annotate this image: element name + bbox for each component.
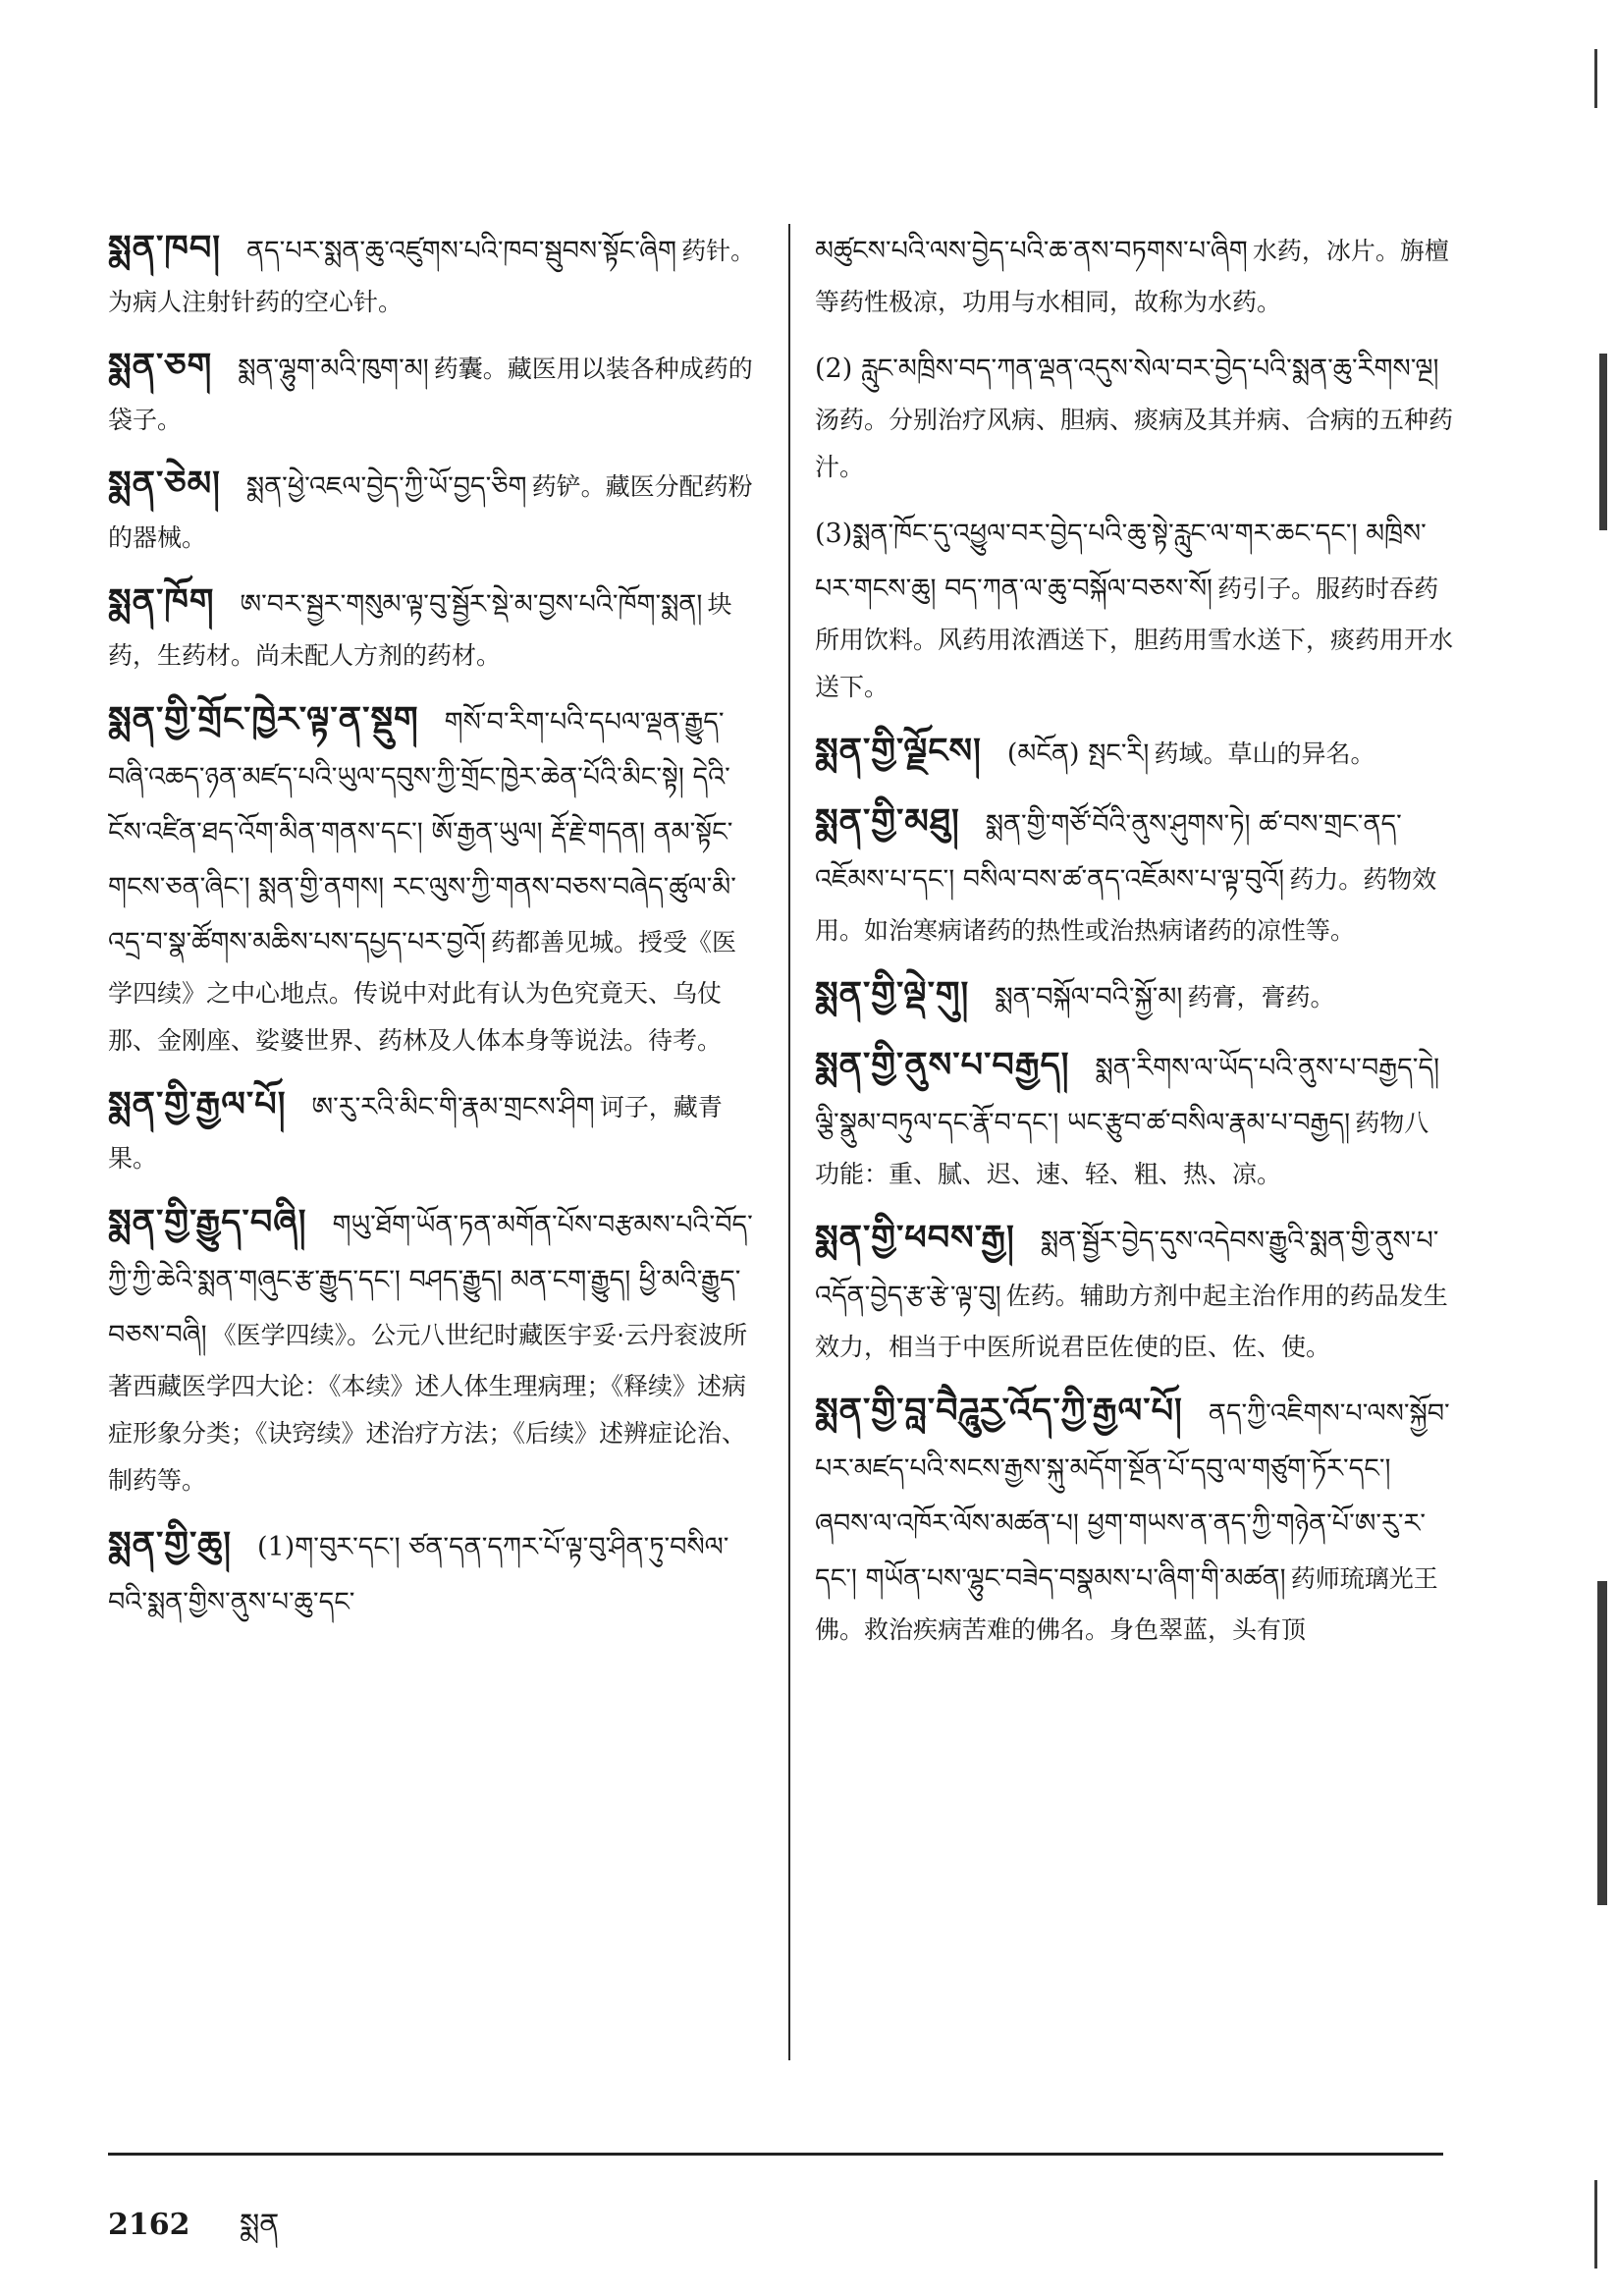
chinese-definition: 药铲。藏医分配药粉的器械。 [108, 472, 753, 552]
tibetan-definition: ཨ་བར་སྦྱར་གསུམ་ལྟ་བུ་སྦྱོར་སྡེ་མ་བྱས་པའི་ཁོག་སྨན། [240, 589, 703, 620]
tibetan-definition: ཨ་རུ་རའི་མིང་གི་རྣམ་གྲངས་ཤིག [311, 1092, 595, 1122]
entry-headword: སྨན་གྱི་ལྗོངས། [815, 731, 982, 771]
page-number: 2162 [108, 2208, 190, 2242]
chinese-definition: 药力。药物效用。如治寒病诸药的热性或治热病诸药的凉性等。 [815, 865, 1437, 945]
entry-headword: སྨན་ཅེམ། [108, 464, 221, 504]
tibetan-definition: (2) རླུང་མཁྲིས་བད་ཀན་ལྡན་འདུས་སེལ་བར་བྱེད་པའི་སྨན་ཆུ་རིགས་ལྔ། [815, 354, 1439, 384]
tibetan-definition: (1)ག་བུར་དང་། ཙན་དན་དཀར་པོ་ལྟ་བུ་ཤིན་ཏུ་བསིལ་བའི་སྨན་གྱིས་ནུས་པ་ཆུ་དང་ [108, 1532, 729, 1617]
entry-headword: སྨན་གྱི་ནུས་པ་བརྒྱད། [815, 1045, 1070, 1085]
dictionary-entry [108, 1198, 756, 1504]
dictionary-entry [815, 727, 1453, 782]
dictionary-entry [108, 224, 756, 326]
chinese-definition: 药域。草山的异名。 [1154, 739, 1375, 768]
entry-continuation [815, 507, 1453, 711]
scan-edge-mark [1599, 354, 1607, 530]
tibetan-definition: (མངོན) སྤང་རི། [1006, 738, 1150, 769]
chinese-definition: 药膏，膏药。 [1187, 983, 1335, 1011]
tibetan-definition: སྨན་ཕྱེ་འཇལ་བྱེད་ཀྱི་ཡོ་བྱད་ཅིག [245, 471, 527, 502]
dictionary-entry [108, 695, 756, 1065]
tibetan-definition: སྨན་བསྐོལ་བའི་སྐྱོ་མ། [995, 982, 1183, 1012]
dictionary-entry [815, 797, 1453, 955]
dictionary-entry [108, 342, 756, 444]
chinese-definition: 块药，生药材。尚未配人方剂的药材。 [108, 590, 732, 670]
entry-headword: སྨན་གྱི་ཆུ། [108, 1524, 233, 1564]
tibetan-definition: སྨན་ལྷུག་མའི་ཁུག་མ། [238, 354, 429, 384]
chinese-definition: 水药，冰片。旃檀等药性极凉，功用与水相同，故称为水药。 [815, 237, 1449, 316]
tibetan-definition: གཡུ་ཐོག་ཡོན་ཏན་མགོན་པོས་བརྩམས་པའི་བོད་ཀྱི་ཀྱི་ཆེའི་སྨན་གཞུང་རྩ་རྒྱུད་དང་། བཤད་རྒྱུད། མན་ངག་རྒྱུད། ཕྱི་མའི་རྒྱུད་བཅས་བཞི། [108, 1210, 753, 1350]
chinese-definition: 药物八功能：重、腻、迟、速、轻、粗、热、凉。 [815, 1109, 1429, 1188]
dictionary-entry [108, 460, 756, 562]
chinese-definition: 药针。为病人注射针药的空心针。 [108, 237, 756, 316]
chinese-definition: 《医学四续》。公元八世纪时藏医宇妥·云丹衮波所著西藏医学四大论：《本续》述人体生理病理；《释续》述病症形象分类；《诀窍续》述治疗方法；《后续》述辨症论治、制药等。 [108, 1321, 748, 1495]
tibetan-definition: སྨན་གྱི་གཙོ་བོའི་ནུས་ཤུགས་ཏེ། ཚ་བས་གྲང་ནད་འཇོམས་པ་དང་། བསིལ་བས་ཚ་ནད་འཇོམས་པ་ལྟ་བུའོ། [815, 809, 1402, 895]
dictionary-entry [108, 1080, 756, 1182]
entry-headword: སྨན་ཁབ། [108, 228, 222, 268]
tibetan-definition: ནད་ཀྱི་འཇིགས་པ་ལས་སྐྱོབ་པར་མཛད་པའི་སངས་རྒྱས་སྐུ་མདོག་སྔོན་པོ་དབུ་ལ་གཙུག་ཏོར་དང་། ཞབས་ལ་འཁོར་ལོས་མཚན་པ། ཕྱག་གཡས་ན་ནད་ཀྱི་གཉེན་པོ་ཨ་རུ་ར་དང་། གཡོན་པས་ལྷུང་བཟེད་བསྣམས་པ་ཞིག་གི་མཚན། [815, 1398, 1450, 1594]
dictionary-entry [815, 970, 1453, 1025]
entry-headword: སྨན་ཁོག [108, 581, 215, 622]
entry-headword: སྨན་གྱི་ཕབས་རྒྱ། [815, 1218, 1015, 1258]
entry-headword: སྨན་གྱི་གྲོང་ཁྱེར་ལྟ་ན་སྡུག [108, 699, 419, 739]
page-footer [108, 2192, 279, 2274]
chinese-definition: 诃子，藏青果。 [108, 1093, 723, 1173]
chinese-definition: 药都善见城。授受《医学四续》之中心地点。传说中对此有认为色究竟天、乌仗那、金刚座、娑婆世界、药林及人体本身等说法。待考。 [108, 928, 737, 1055]
entry-headword: སྨན་གྱི་ལྡེ་གུ། [815, 974, 970, 1014]
dictionary-entry [815, 1214, 1453, 1371]
tibetan-definition: (3)སྨན་ཁོང་དུ་འཕྱུལ་བར་བྱེད་པའི་ཆུ་སྟེ་རླུང་ལ་གར་ཆང་དང་། མཁྲིས་པར་གངས་ཆུ། བད་ཀན་ལ་ཆུ་བསྐོལ་བཅས་སོ། [815, 519, 1427, 604]
tibetan-definition: ནད་པར་སྨན་ཆུ་འཛུགས་པའི་ཁབ་སྦུབས་སྟོང་ཞིག [246, 236, 677, 266]
entry-headword: སྨན་ཅག [108, 346, 213, 386]
chinese-definition: 药引子。服药时吞药所用饮料。风药用浓酒送下，胆药用雪水送下，痰药用开水送下。 [815, 574, 1453, 701]
dictionary-entry [815, 1041, 1453, 1198]
tibetan-definition: གསོ་བ་རིག་པའི་དཔལ་ལྡན་རྒྱུད་བཞི་འཆད་ཉན་མཛད་པའི་ཡུལ་དབུས་ཀྱི་གྲོང་ཁྱེར་ཆེན་པོའི་མིང་སྟེ། དེའི་ངོས་འཛིན་ཐད་འོག་མིན་གནས་དང་། ཨོ་རྒྱན་ཡུལ། རྡོ་རྗེ་གདན། ནམ་སྟོང་གངས་ཅན་ཞིང་། སྨན་གྱི་ནགས། རང་ལུས་ཀྱི་གནས་བཅས་བཞེད་ཚུལ་མི་འདྲ་བ་སྣ་ཚོགས་མཆིས་པས་དཔྱད་པར་བྱའོ། [108, 707, 736, 957]
dictionary-entry [108, 577, 756, 680]
tibetan-definition: སྨན་རིགས་ལ་ཡོད་པའི་ནུས་པ་བརྒྱད་དེ། ལྕི་སྣུམ་བཏུལ་དང་རྣོ་བ་དང་། ཡང་རྩུབ་ཚ་བསིལ་རྣམ་པ་བརྒྱད། [815, 1053, 1440, 1138]
entry-headword: སྨན་གྱི་རྒྱུད་བཞི། [108, 1202, 307, 1242]
right-column [815, 224, 1453, 2149]
chinese-definition: 药囊。藏医用以装各种成药的袋子。 [108, 355, 753, 434]
scan-edge-mark [1597, 1581, 1607, 1905]
column-divider [788, 224, 790, 2060]
dictionary-entry [815, 1387, 1453, 1654]
left-column [108, 224, 756, 2149]
scan-edge-mark [1594, 2180, 1597, 2269]
dictionary-entry [108, 1520, 756, 1630]
tibetan-definition: སྨན་སྦྱོར་བྱེད་དུས་འདེབས་རྒྱུའི་སྨན་གྱི་ནུས་པ་འདོན་བྱེད་རྩ་རྩེ་ལྟ་བུ། [815, 1226, 1439, 1311]
chinese-definition: 汤药。分别治疗风病、胆病、痰病及其并病、合病的五种药汁。 [815, 406, 1453, 481]
entry-headword: སྨན་གྱི་རྒྱལ་པོ། [108, 1084, 287, 1124]
guide-word: སྨན [239, 2208, 280, 2242]
chinese-definition: 佐药。辅助方剂中起主治作用的药品发生效力，相当于中医所说君臣佐使的臣、佐、使。 [815, 1282, 1448, 1361]
entry-continuation [815, 224, 1453, 326]
footer-rule [108, 2153, 1443, 2156]
entry-headword: སྨན་གྱི་བླ་བཻཌཱུརྱ་འོད་ཀྱི་རྒྱལ་པོ། [815, 1391, 1183, 1431]
tibetan-definition: མཚུངས་པའི་ལས་བྱེད་པའི་ཆ་ནས་བཏགས་པ་ཞིག [815, 236, 1248, 266]
scan-edge-mark [1594, 49, 1597, 108]
entry-headword: སྨན་གྱི་མཐུ། [815, 801, 960, 842]
entry-continuation [815, 342, 1453, 491]
chinese-definition: 药师琉璃光王佛。救治疾病苦难的佛名。身色翠蓝，头有顶 [815, 1564, 1438, 1644]
